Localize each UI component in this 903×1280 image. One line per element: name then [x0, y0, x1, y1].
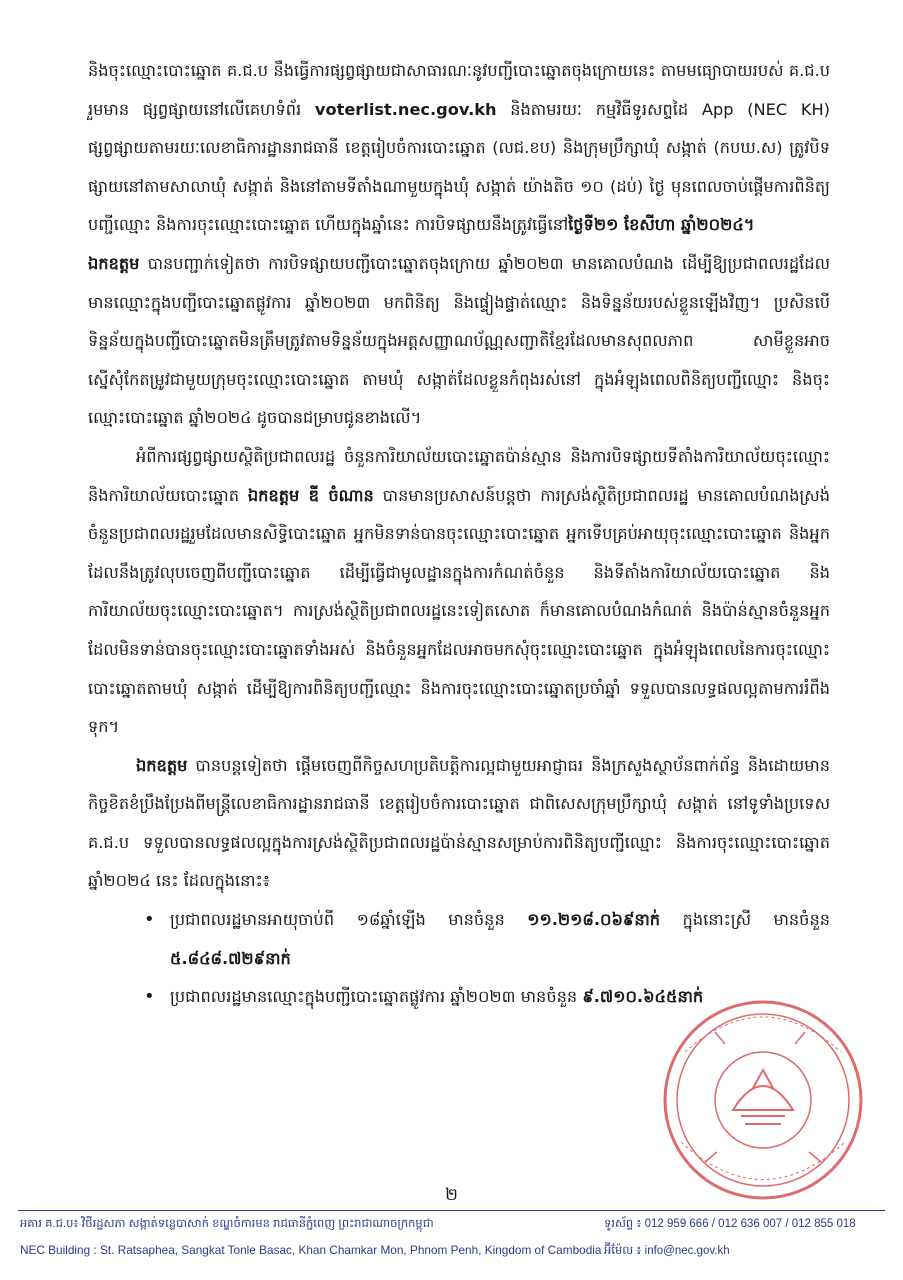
footer-address-english: NEC Building : St. Ratsaphea, Sangkat Tonle Basac, Khan Chamkar Mon, Phnom Penh, Kingdom of Cambodia: [20, 1243, 602, 1257]
emphasis-text: voterlist.nec.gov.kh: [314, 99, 497, 119]
list-item: [170, 901, 830, 978]
text-run: ក្នុងនោះស្រី មានចំនួន: [660, 910, 830, 930]
emphasis-text: ៥.៨៤៨.៧២៩នាក់: [170, 948, 291, 968]
text-run: បានបញ្ជាក់ទៀតថា ការបិទផ្សាយបញ្ជីបោះឆ្នោតចុងក្រោយ ឆ្នាំ២០២៣ មានគោលបំណង ដើម្បីឱ្យប្រជាពលរដ្ឋដែលមានឈ្មោះក្នុងបញ្ជីបោះឆ្នោតផ្លូវការ ឆ្នាំ២០២៣ មកពិនិត្យ និងផ្ទៀងផ្ទាត់ឈ្មោះ និងទិន្នន័យរបស់ខ្លួនឡើងវិញ។ ប្រសិនបើទិន្នន័យក្នុងបញ្ជីបោះឆ្នោតមិនត្រឹមត្រូវតាមទិន្នន័យក្នុងអត្តសញ្ញាណប័ណ្ណសញ្ជាតិខ្មែរដែលមានសុពលភាព សាមីខ្លួនអាចស្នើសុំកែតម្រូវជាមួយក្រុមចុះឈ្មោះបោះឆ្នោត តាមឃុំ សង្កាត់ដែលខ្លួនកំពុងរស់នៅ ក្នុងអំឡុងពេលពិនិត្យបញ្ជីឈ្មោះ និងចុះឈ្មោះបោះឆ្នោត ឆ្នាំ២០២៤ ដូចបានជម្រាបជូនខាងលើ។: [88, 253, 830, 428]
page-number: ២: [445, 1185, 458, 1205]
text-run: ប្រជាពលរដ្ឋមានឈ្មោះក្នុងបញ្ជីបោះឆ្នោតផ្លូវការ ឆ្នាំ២០២៣ មានចំនួន: [170, 987, 583, 1007]
emphasis-text: ១១.២១៨.០៦៩នាក់: [527, 910, 661, 930]
text-run: អំពីការផ្សព្វផ្សាយស្ថិតិប្រជាពលរដ្ឋ ចំនួនការិយាល័យបោះឆ្នោតប៉ាន់ស្មាន និងការបិទផ្សាយទីតាំងការិយាល័យចុះឈ្មោះ និងការិយាល័យបោះឆ្នោត: [88, 446, 830, 505]
footer-divider: [18, 1210, 885, 1211]
text-run: និងតាមរយៈ កម្មវិធីទូរសព្ទដៃ App (NEC KH) ផ្សព្វផ្សាយតាមរយៈលេខាធិការដ្ឋានរាជធានី ខេត្តរៀបចំការបោះឆ្នោត (លជ.ខប) និងក្រុមប្រឹក្សាឃុំ សង្កាត់ (កបឃ.ស) ត្រូវបិទផ្សាយនៅតាមសាលាឃុំ សង្កាត់ និងនៅតាមទីតាំងណាមួយក្នុងឃុំ សង្កាត់ យ៉ាងតិច ១០ (ដប់) ថ្ងៃ មុនពេលចាប់ផ្តើមការពិនិត្យបញ្ជីឈ្មោះ និងការចុះឈ្មោះបោះឆ្នោត ហើយក្នុងឆ្នាំនេះ ការបិទផ្សាយនឹងត្រូវធ្វើនៅ: [88, 99, 830, 235]
paragraph-2: [88, 245, 830, 438]
emphasis-text: ឯកឧត្តម: [88, 253, 140, 273]
paragraph-1: [88, 52, 830, 245]
emphasis-text: ឯកឧត្តម ឌី ចំណាន: [247, 485, 374, 505]
paragraph-3: [88, 438, 830, 747]
emphasis-text: ៩.៧១០.៦៤៥នាក់: [582, 987, 704, 1007]
text-run: និងចុះឈ្មោះបោះឆ្នោត គ.ជ.ប នឹងធ្វើការផ្សព្វផ្សាយជាសាធារណៈនូវបញ្ជីបោះឆ្នោតចុងក្រោយនេះ តាមមធ្យោបាយរបស់ គ.ជ.បរួមមាន ផ្សព្វផ្សាយនៅលើគេហទំព័រ: [88, 61, 830, 119]
text-run: បានមានប្រសាសន៍បន្តថា ការស្រង់ស្ថិតិប្រជាពលរដ្ឋ មានគោលបំណងស្រង់ចំនួនប្រជាពលរដ្ឋរួមដែលមានសិទ្ធិបោះឆ្នោត អ្នកមិនទាន់បានចុះឈ្មោះបោះឆ្នោត អ្នកទើបគ្រប់អាយុចុះឈ្មោះបោះឆ្នោត និងអ្នកដែលនឹងត្រូវលុបចេញពីបញ្ជីបោះឆ្នោត ដើម្បីធ្វើជាមូលដ្ឋានក្នុងការកំណត់ចំនួន និងទីតាំងការិយាល័យបោះឆ្នោត និងការិយាល័យចុះឈ្មោះបោះឆ្នោត។ ការស្រង់ស្ថិតិប្រជាពលរដ្ឋនេះទៀតសោត ក៏មានគោលបំណងកំណត់ និងប៉ាន់ស្មានចំនួនអ្នកដែលមិនទាន់បានចុះឈ្មោះបោះឆ្នោតទាំងអស់ និងចំនួនអ្នកដែលអាចមកសុំចុះឈ្មោះបោះឆ្នោត ក្នុងអំឡុងពេលនៃការចុះឈ្មោះបោះឆ្នោតតាមឃុំ សង្កាត់ ដើម្បីឱ្យការពិនិត្យបញ្ជីឈ្មោះ និងការចុះឈ្មោះបោះឆ្នោតប្រចាំឆ្នាំ ទទួលបានលទ្ធផលល្អតាមការរំពឹងទុក។: [88, 485, 830, 737]
footer-phone: ទូរស័ព្ទ ៖ 012 959 666 / 012 636 007 / 012 855 018: [604, 1218, 856, 1230]
footer-address-khmer: អគារ គ.ជ.ប៖ វិថីរដ្ឋសភា សង្កាត់ទន្លេបាសាក់ ខណ្ឌចំការមន រាជធានីភ្នំពេញ ព្រះរាជាណាចក្រកម្ពុជា: [20, 1218, 434, 1230]
text-run: បានបន្តទៀតថា ផ្តើមចេញពីកិច្ចសហប្រតិបត្តិការល្អជាមួយអាជ្ញាធរ និងក្រសួងស្ថាប័នពាក់ព័ន្ធ និងដោយមានកិច្ចខិតខំប្រឹងប្រែងពីមន្ត្រីលេខាធិការដ្ឋានរាជធានី ខេត្តរៀបចំការបោះឆ្នោត ជាពិសេសក្រុមប្រឹក្សាឃុំ សង្កាត់ នៅទូទាំងប្រទេស គ.ជ.ប ទទួលបានលទ្ធផលល្អក្នុងការស្រង់ស្ថិតិប្រជាពលរដ្ឋប៉ាន់ស្មានសម្រាប់ការពិនិត្យបញ្ជីឈ្មោះ និងការចុះឈ្មោះបោះឆ្នោត ឆ្នាំ២០២៤ នេះ ដែលក្នុងនោះ៖: [88, 755, 830, 891]
emphasis-text: ឯកឧត្តម: [136, 755, 188, 775]
text-run: ប្រជាពលរដ្ឋមានអាយុចាប់ពី ១៨ឆ្នាំឡើង មានចំនួន: [170, 910, 528, 930]
footer-email: អ៊ីម៉ែល ៖ info@nec.gov.kh: [604, 1245, 730, 1257]
emphasis-text: ថ្ងៃទី២១ ខែសីហា ឆ្នាំ២០២៤។: [568, 215, 755, 235]
document-body: [88, 52, 830, 1017]
official-seal-icon: [645, 992, 875, 1207]
paragraph-4: [88, 747, 830, 901]
